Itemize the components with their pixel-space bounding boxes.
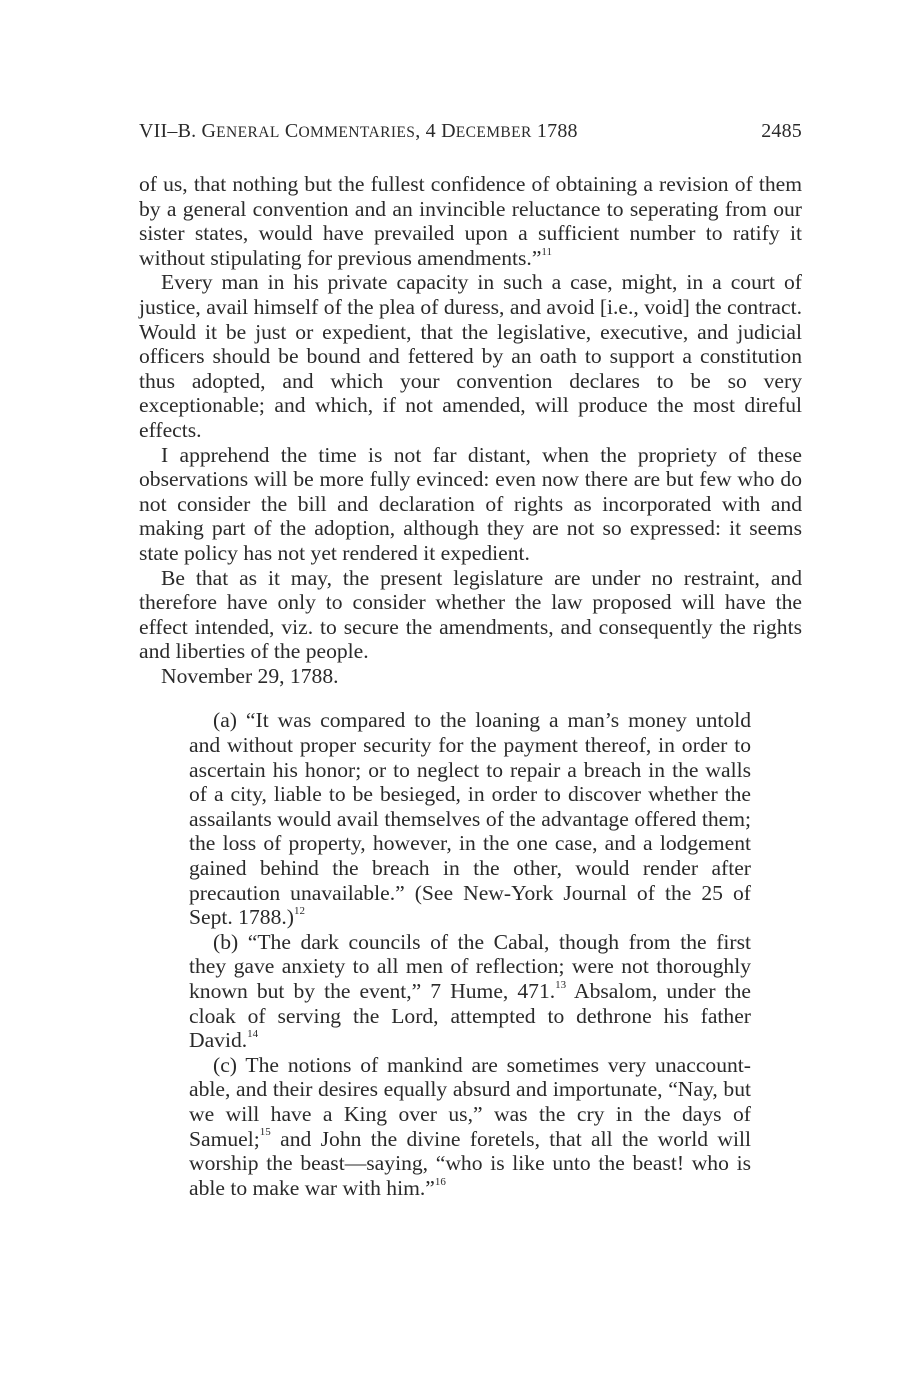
paragraph-legislature: Be that as it may, the present legislature are under no restraint, and therefore have only to consider whether the law proposed will have the effect intended, viz. to secure the amendments, and consequently the rights and liberties of the people.: [139, 565, 802, 664]
running-header-title: VII–B. GENERAL COMMENTARIES, 4 DECEMBER 1788: [139, 120, 578, 142]
page-number: 2485: [761, 120, 802, 142]
footnote-ref-16: 16: [434, 1175, 446, 1188]
footnote-ref-14: 14: [247, 1028, 259, 1040]
paragraph-apprehend: I apprehend the time is not far distant, when the propriety of these observations will be more fully evinced: even now there are but few who do not consider the bill and declaration of rights as incorporated with and making part of the adoption, although they are not so expressed: it seems state policy has not yet rendered it expedient.: [139, 442, 802, 565]
dateline: November 29, 1788.: [161, 663, 339, 688]
paragraph-continuation: of us, that nothing but the fullest confidence of obtaining a revision of them by a general convention and an invincible reluctance to seperating from our sister states, would have prevailed upon a sufficient number to ratify it without stipulating for previous amendments.”$^{11}$: [139, 172, 802, 270]
document-page: [139, 118, 802, 1200]
footnote-ref-13: 13: [555, 978, 567, 991]
paragraph-duress: Every man in his private capacity in such a case, might, in a court of justice, avail himself of the plea of duress, and avoid [i.e., void] the contract. Would it be just or expedient, that the legislative, executive, and judicial officers should be bound and fettered by an oath to support a constitution thus adopted, and which your convention declares to be so very exceptionable; and which, if not amended, will produce the most direful effects.: [139, 270, 802, 442]
footnote-ref-12: 12: [293, 905, 305, 918]
note-a: (a) “It was compared to the loaning a man’s money untold and without proper security for the payment thereof, in order to ascertain his honor; or to neglect to repair a breach in the walls of a city, liable to be besieged, in order to discover whether the assailants would avail themselves of the advantage offered them; the loss of property, however, in the one case, and a lodgement gained behind the breach in the other, would render after precaution unavailable.” (See New-York Journal of the 25 of Sept. 1788.)$^{12}$: [189, 708, 751, 930]
note-b: (b) “The dark councils of the Cabal, though from the first they gave anxiety to all men of reflection; were not thoroughly known but by the event,” 7 Hume, 471.13 Absalom, under the cloak of serving the Lord, attempted to dethrone his father David.$^{14}$: [189, 929, 752, 1053]
running-header: [139, 118, 802, 146]
footnote-ref-11: 11: [541, 245, 553, 258]
footnote-ref-15: 15: [259, 1126, 271, 1139]
body-text: [139, 172, 802, 688]
note-c: (c) The notions of mankind are sometimes very unaccountable, and their desires equally absurd and importunate, “Nay, but we will have a King over us,” was the cry in the days of Samuel;$^{15}$ and John the divine foretels, that all the world will worship the beast—saying, “who is like unto the beast! who is able to make war with him.”$^{16}$: [189, 1052, 751, 1200]
author-notes: [189, 708, 751, 1200]
